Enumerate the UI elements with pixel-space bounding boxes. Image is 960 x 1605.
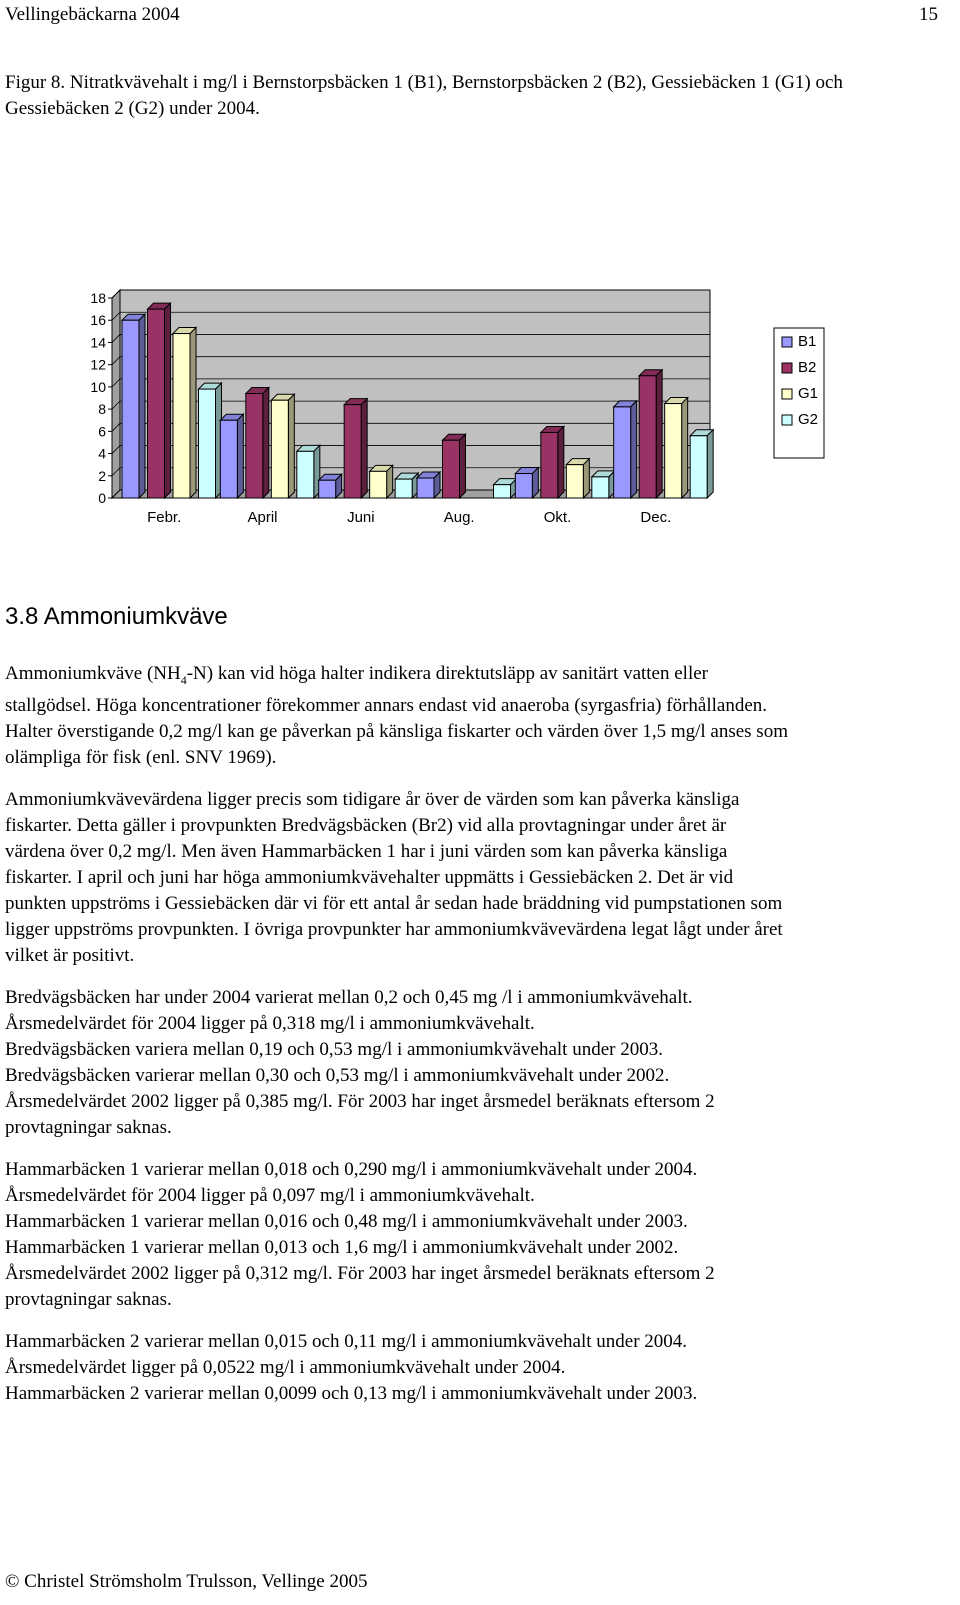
bar-B1-Okt. — [515, 468, 538, 498]
legend-swatch-B2 — [782, 363, 792, 373]
bar-B2-Juni — [344, 399, 367, 498]
y-tick-label: 0 — [98, 490, 106, 506]
legend-swatch-B1 — [782, 337, 792, 347]
bar-B2-Aug. — [443, 434, 466, 498]
text-line: fiskarter. I april och juni har höga ammoniumkvävehalter uppmätts i Gessiebäcken 2. Det är vid — [5, 866, 734, 888]
y-tick-label: 16 — [90, 312, 106, 329]
bar-B1-Aug. — [417, 472, 440, 498]
x-tick-label: Juni — [347, 509, 375, 526]
text-line: Hammarbäcken 2 varierar mellan 0,0099 och 0,13 mg/l i ammoniumkvävehalt under 2003. — [5, 1382, 698, 1404]
y-tick-label: 2 — [98, 467, 106, 484]
text-line: provtagningar saknas. — [5, 1116, 172, 1138]
text-line: Bredvägsbäcken varierar mellan 0,30 och 0,53 mg/l i ammoniumkvävehalt under 2002. — [5, 1064, 670, 1086]
nitrate-bar-chart — [60, 278, 860, 548]
legend-label-G1: G1 — [798, 385, 819, 402]
bar-G2-Juni — [395, 473, 418, 498]
text-line: ligger uppströms provpunkten. I övriga provpunkter har ammoniumkvävevärdena legat lågt under året — [5, 918, 783, 940]
y-tick-label: 10 — [90, 378, 106, 395]
bar-B2-Febr. — [148, 303, 171, 498]
bar-B1-Dec. — [614, 401, 637, 498]
section-heading: 3.8 Ammoniumkväve — [5, 603, 228, 630]
legend — [774, 328, 824, 458]
text-line: Hammarbäcken 2 varierar mellan 0,015 och 0,11 mg/l i ammoniumkvävehalt under 2004. — [5, 1330, 688, 1352]
plot-side-wall — [112, 290, 120, 498]
text-line: Årsmedelvärdet 2002 ligger på 0,385 mg/l. För 2003 har inget årsmedel beräknats eftersom 2 — [5, 1090, 715, 1112]
y-tick-label: 14 — [90, 334, 106, 351]
x-tick-label: Dec. — [640, 509, 672, 526]
bar-G2-Febr. — [199, 383, 222, 498]
y-tick-label: 18 — [90, 290, 106, 306]
text-line: Bredvägsbäcken variera mellan 0,19 och 0,53 mg/l i ammoniumkvävehalt under 2003. — [5, 1038, 663, 1060]
y-tick-label: 8 — [98, 401, 106, 418]
legend-label-B1: B1 — [798, 333, 817, 350]
y-tick-label: 12 — [90, 356, 106, 373]
text-line: Hammarbäcken 1 varierar mellan 0,016 och 0,48 mg/l i ammoniumkvävehalt under 2003. — [5, 1210, 688, 1232]
legend-label-B2: B2 — [798, 359, 817, 376]
text-line: Årsmedelvärdet för 2004 ligger på 0,097 mg/l i ammoniumkvävehalt. — [5, 1184, 535, 1206]
paragraph — [5, 1329, 945, 1407]
text-line: Ammoniumkväve $(NH_4-N)$ kan vid höga halter indikera direktutsläpp av sanitärt vatten eller — [5, 663, 708, 687]
figure-caption: Figur 8. Nitratkvävehalt i mg/l i Bernstorpsbäcken 1 (B1), Bernstorpsbäcken 2 (B2), Gessiebäcken 1 (G1) och Gessiebäcken 2 (G2) under 2004. — [5, 72, 843, 119]
bar-B1-April — [220, 414, 243, 498]
body-text — [5, 661, 945, 1423]
bar-G2-Okt. — [592, 471, 615, 498]
text-line: värdena över 0,2 mg/l. Men även Hammarbäcken 1 har i juni värden som kan påverka känsliga — [5, 840, 728, 862]
x-tick-label: Febr. — [147, 509, 182, 526]
x-tick-label: April — [247, 509, 278, 526]
text-line: Årsmedelvärdet 2002 ligger på 0,312 mg/l. För 2003 har inget årsmedel beräknats eftersom 2 — [5, 1262, 715, 1284]
text-line: Årsmedelvärdet ligger på 0,0522 mg/l i ammoniumkvävehalt under 2004. — [5, 1356, 566, 1378]
bar-G1-April — [271, 394, 294, 498]
page-number: 15 — [919, 4, 938, 25]
text-line: punkten uppströms i Gessiebäcken där vi för ett antal år sedan hade bräddning vid pumpstationen som — [5, 892, 783, 914]
text-line: provtagningar saknas. — [5, 1288, 172, 1310]
bar-G1-Juni — [370, 465, 393, 498]
page-footer: © Christel Strömsholm Trulsson, Vellinge 2005 — [5, 1571, 368, 1592]
paragraph — [5, 985, 945, 1141]
text-line: stallgödsel. Höga koncentrationer förekommer annars endast vid anaeroba (syrgasfria) förhållanden. — [5, 694, 768, 716]
x-tick-label: Aug. — [443, 509, 475, 526]
bar-G1-Okt. — [566, 459, 589, 498]
bar-B1-Febr. — [122, 314, 145, 498]
paragraph — [5, 1157, 945, 1313]
y-tick-label: 6 — [98, 423, 106, 440]
bar-B2-Okt. — [541, 426, 564, 498]
text-line: Ammoniumkvävevärdena ligger precis som tidigare år över de värden som kan påverka känsliga — [5, 788, 740, 810]
text-line: Årsmedelvärdet för 2004 ligger på 0,318 mg/l i ammoniumkvävehalt. — [5, 1012, 535, 1034]
text-line: Bredvägsbäcken har under 2004 varierat mellan 0,2 och 0,45 mg /l i ammoniumkvävehalt. — [5, 986, 693, 1008]
bar-G2-Dec. — [690, 430, 713, 498]
legend-swatch-G1 — [782, 389, 792, 399]
text-line: Hammarbäcken 1 varierar mellan 0,018 och 0,290 mg/l i ammoniumkvävehalt under 2004. — [5, 1158, 698, 1180]
text-line: fiskarter. Detta gäller i provpunkten Bredvägsbäcken (Br2) vid alla provtagningar under året är — [5, 814, 727, 836]
bar-G1-Dec. — [665, 398, 688, 498]
bar-B2-April — [246, 388, 269, 498]
text-line: vilket är positivt. — [5, 944, 135, 966]
text-line: Hammarbäcken 1 varierar mellan 0,013 och 1,6 mg/l i ammoniumkvävehalt under 2002. — [5, 1236, 679, 1258]
bar-G1-Febr. — [173, 328, 196, 498]
text-line: Halter överstigande 0,2 mg/l kan ge påverkan på känsliga fiskarter och värden över 1,5 mg/l anses som — [5, 720, 788, 742]
bar-B2-Dec. — [639, 370, 662, 498]
text-line: olämpliga för fisk (enl. SNV 1969). — [5, 746, 277, 768]
y-tick-label: 4 — [98, 445, 106, 462]
legend-swatch-G2 — [782, 415, 792, 425]
bar-B1-Juni — [319, 474, 342, 498]
x-tick-label: Okt. — [543, 509, 572, 526]
running-header-title: Vellingebäckarna 2004 — [5, 4, 180, 25]
bar-G2-Aug. — [494, 479, 517, 498]
paragraph — [5, 661, 945, 771]
paragraph — [5, 787, 945, 969]
legend-label-G2: G2 — [798, 411, 819, 428]
bar-G2-April — [297, 445, 320, 498]
